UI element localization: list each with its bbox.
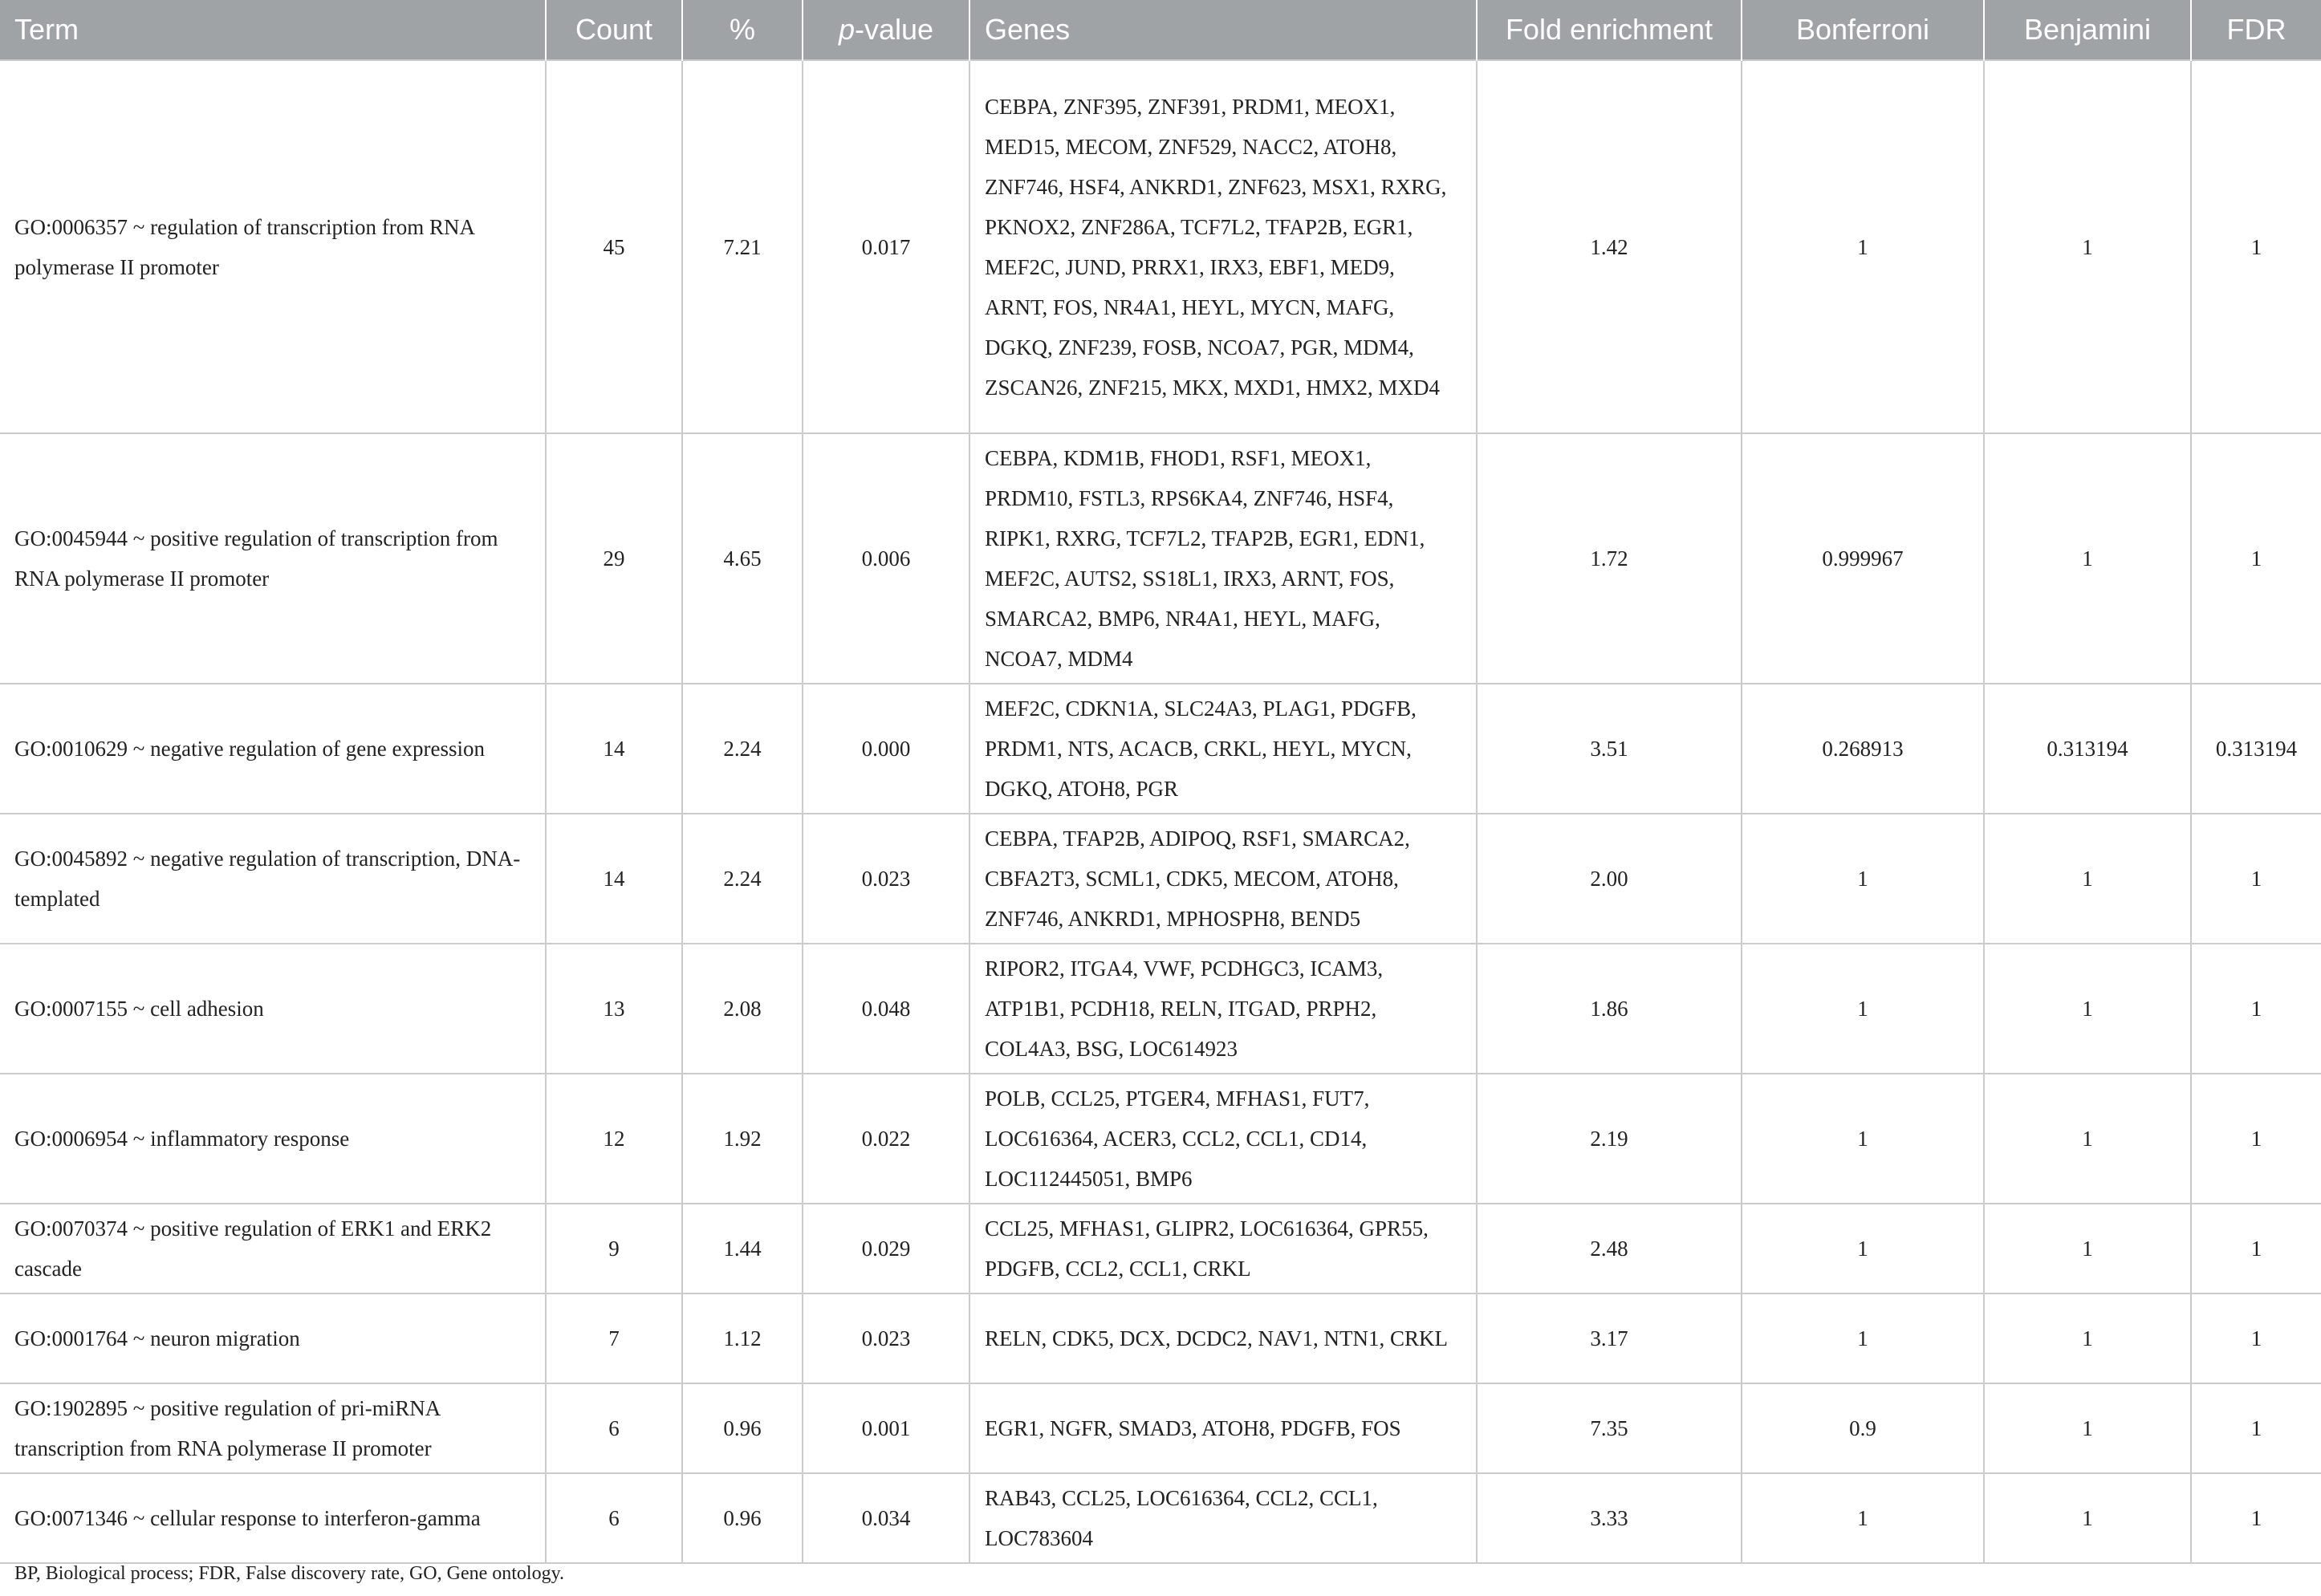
cell-pvalue: 0.022: [803, 1074, 969, 1204]
cell-term: GO:0045892 ~ negative regulation of transcription, DNA-templated: [0, 814, 546, 944]
col-header-pvalue-suffix: -value: [854, 13, 934, 46]
cell-bonferroni: 0.268913: [1742, 684, 1984, 814]
cell-percent: 0.96: [682, 1383, 803, 1473]
cell-bonferroni: 0.999967: [1742, 433, 1984, 684]
cell-percent: 2.08: [682, 944, 803, 1074]
table-footnote: BP, Biological process; FDR, False discovery rate, GO, Gene ontology.: [14, 1563, 565, 1584]
cell-percent: 1.12: [682, 1293, 803, 1383]
cell-bonferroni: 1: [1742, 1293, 1984, 1383]
cell-bonferroni: 1: [1742, 814, 1984, 944]
cell-fdr: 1: [2191, 60, 2321, 433]
col-header-bonferroni: Bonferroni: [1742, 0, 1984, 60]
cell-fold-enrichment: 7.35: [1477, 1383, 1742, 1473]
cell-fold-enrichment: 3.51: [1477, 684, 1742, 814]
col-header-percent: %: [682, 0, 803, 60]
cell-genes: CEBPA, ZNF395, ZNF391, PRDM1, MEOX1, MED15, MECOM, ZNF529, NACC2, ATOH8, ZNF746, HSF4, ANKRD1, ZNF623, MSX1, RXRG, PKNOX2, ZNF286A, TCF7L2, TFAP2B, EGR1, MEF2C, JUND, PRRX1, IRX3, EBF1, MED9, ARNT, FOS, NR4A1, HEYL, MYCN, MAFG, DGKQ, ZNF239, FOSB, NCOA7, PGR, MDM4, ZSCAN26, ZNF215, MKX, MXD1, HMX2, MXD4: [969, 60, 1477, 433]
cell-genes: CCL25, MFHAS1, GLIPR2, LOC616364, GPR55, PDGFB, CCL2, CCL1, CRKL: [969, 1204, 1477, 1293]
cell-fold-enrichment: 1.72: [1477, 433, 1742, 684]
cell-percent: 2.24: [682, 684, 803, 814]
cell-genes: EGR1, NGFR, SMAD3, ATOH8, PDGFB, FOS: [969, 1383, 1477, 1473]
cell-fold-enrichment: 2.48: [1477, 1204, 1742, 1293]
cell-fold-enrichment: 2.00: [1477, 814, 1742, 944]
cell-bonferroni: 1: [1742, 944, 1984, 1074]
cell-benjamini: 1: [1984, 1204, 2191, 1293]
cell-fold-enrichment: 3.17: [1477, 1293, 1742, 1383]
cell-percent: 1.44: [682, 1204, 803, 1293]
cell-pvalue: 0.034: [803, 1473, 969, 1563]
cell-percent: 7.21: [682, 60, 803, 433]
table-row: [0, 1293, 2321, 1383]
cell-fdr: 1: [2191, 1383, 2321, 1473]
cell-pvalue: 0.029: [803, 1204, 969, 1293]
cell-percent: 2.24: [682, 814, 803, 944]
cell-term: GO:0071346 ~ cellular response to interferon-gamma: [0, 1473, 546, 1563]
cell-term: GO:0006954 ~ inflammatory response: [0, 1074, 546, 1204]
cell-benjamini: 1: [1984, 814, 2191, 944]
cell-count: 13: [546, 944, 682, 1074]
cell-term: GO:0006357 ~ regulation of transcription from RNA polymerase II promoter: [0, 60, 546, 433]
cell-term: GO:0007155 ~ cell adhesion: [0, 944, 546, 1074]
table-row: [0, 1383, 2321, 1473]
table-row: [0, 814, 2321, 944]
table-row: [0, 944, 2321, 1074]
cell-fdr: 0.313194: [2191, 684, 2321, 814]
cell-count: 12: [546, 1074, 682, 1204]
cell-benjamini: 1: [1984, 1074, 2191, 1204]
cell-bonferroni: 1: [1742, 60, 1984, 433]
table-row: [0, 60, 2321, 433]
cell-benjamini: 1: [1984, 944, 2191, 1074]
cell-bonferroni: 1: [1742, 1204, 1984, 1293]
cell-fdr: 1: [2191, 814, 2321, 944]
header-row: [0, 0, 2321, 60]
col-header-fdr: FDR: [2191, 0, 2321, 60]
cell-benjamini: 1: [1984, 1293, 2191, 1383]
table-row: [0, 1473, 2321, 1563]
cell-genes: CEBPA, TFAP2B, ADIPOQ, RSF1, SMARCA2, CBFA2T3, SCML1, CDK5, MECOM, ATOH8, ZNF746, ANKRD1, MPHOSPH8, BEND5: [969, 814, 1477, 944]
cell-genes: RELN, CDK5, DCX, DCDC2, NAV1, NTN1, CRKL: [969, 1293, 1477, 1383]
cell-fold-enrichment: 1.86: [1477, 944, 1742, 1074]
cell-count: 6: [546, 1473, 682, 1563]
table-row: [0, 1204, 2321, 1293]
cell-count: 9: [546, 1204, 682, 1293]
cell-percent: 4.65: [682, 433, 803, 684]
col-header-count: Count: [546, 0, 682, 60]
cell-count: 6: [546, 1383, 682, 1473]
cell-pvalue: 0.017: [803, 60, 969, 433]
cell-pvalue: 0.001: [803, 1383, 969, 1473]
col-header-term: Term: [0, 0, 546, 60]
cell-pvalue: 0.023: [803, 1293, 969, 1383]
cell-genes: MEF2C, CDKN1A, SLC24A3, PLAG1, PDGFB, PRDM1, NTS, ACACB, CRKL, HEYL, MYCN, DGKQ, ATOH8, PGR: [969, 684, 1477, 814]
cell-benjamini: 1: [1984, 433, 2191, 684]
cell-term: GO:0001764 ~ neuron migration: [0, 1293, 546, 1383]
col-header-benjamini: Benjamini: [1984, 0, 2191, 60]
cell-term: GO:0070374 ~ positive regulation of ERK1 and ERK2 cascade: [0, 1204, 546, 1293]
table-row: [0, 684, 2321, 814]
cell-count: 45: [546, 60, 682, 433]
cell-genes: RIPOR2, ITGA4, VWF, PCDHGC3, ICAM3, ATP1B1, PCDH18, RELN, ITGAD, PRPH2, COL4A3, BSG, LOC614923: [969, 944, 1477, 1074]
cell-pvalue: 0.048: [803, 944, 969, 1074]
cell-term: GO:1902895 ~ positive regulation of pri-miRNA transcription from RNA polymerase II promoter: [0, 1383, 546, 1473]
cell-pvalue: 0.006: [803, 433, 969, 684]
cell-pvalue: 0.023: [803, 814, 969, 944]
cell-fdr: 1: [2191, 944, 2321, 1074]
cell-term: GO:0045944 ~ positive regulation of transcription from RNA polymerase II promoter: [0, 433, 546, 684]
cell-bonferroni: 1: [1742, 1074, 1984, 1204]
cell-count: 14: [546, 814, 682, 944]
cell-fold-enrichment: 1.42: [1477, 60, 1742, 433]
table-row: [0, 1074, 2321, 1204]
cell-count: 7: [546, 1293, 682, 1383]
cell-benjamini: 1: [1984, 1473, 2191, 1563]
cell-term: GO:0010629 ~ negative regulation of gene expression: [0, 684, 546, 814]
cell-fdr: 1: [2191, 433, 2321, 684]
cell-genes: CEBPA, KDM1B, FHOD1, RSF1, MEOX1, PRDM10, FSTL3, RPS6KA4, ZNF746, HSF4, RIPK1, RXRG, TCF7L2, TFAP2B, EGR1, EDN1, MEF2C, AUTS2, SS18L1, IRX3, ARNT, FOS, SMARCA2, BMP6, NR4A1, HEYL, MAFG, NCOA7, MDM4: [969, 433, 1477, 684]
col-header-genes: Genes: [969, 0, 1477, 60]
cell-percent: 1.92: [682, 1074, 803, 1204]
cell-benjamini: 0.313194: [1984, 684, 2191, 814]
table-row: [0, 433, 2321, 684]
cell-percent: 0.96: [682, 1473, 803, 1563]
cell-pvalue: 0.000: [803, 684, 969, 814]
col-header-pvalue-italic: p: [838, 13, 855, 46]
cell-fold-enrichment: 3.33: [1477, 1473, 1742, 1563]
cell-genes: RAB43, CCL25, LOC616364, CCL2, CCL1, LOC783604: [969, 1473, 1477, 1563]
cell-benjamini: 1: [1984, 1383, 2191, 1473]
col-header-fold-enrichment: Fold enrichment: [1477, 0, 1742, 60]
cell-genes: POLB, CCL25, PTGER4, MFHAS1, FUT7, LOC616364, ACER3, CCL2, CCL1, CD14, LOC112445051, BMP6: [969, 1074, 1477, 1204]
cell-bonferroni: 1: [1742, 1473, 1984, 1563]
cell-count: 14: [546, 684, 682, 814]
cell-bonferroni: 0.9: [1742, 1383, 1984, 1473]
cell-fold-enrichment: 2.19: [1477, 1074, 1742, 1204]
cell-fdr: 1: [2191, 1293, 2321, 1383]
cell-fdr: 1: [2191, 1473, 2321, 1563]
cell-count: 29: [546, 433, 682, 684]
cell-fdr: 1: [2191, 1074, 2321, 1204]
cell-fdr: 1: [2191, 1204, 2321, 1293]
cell-benjamini: 1: [1984, 60, 2191, 433]
col-header-pvalue: [803, 0, 969, 60]
